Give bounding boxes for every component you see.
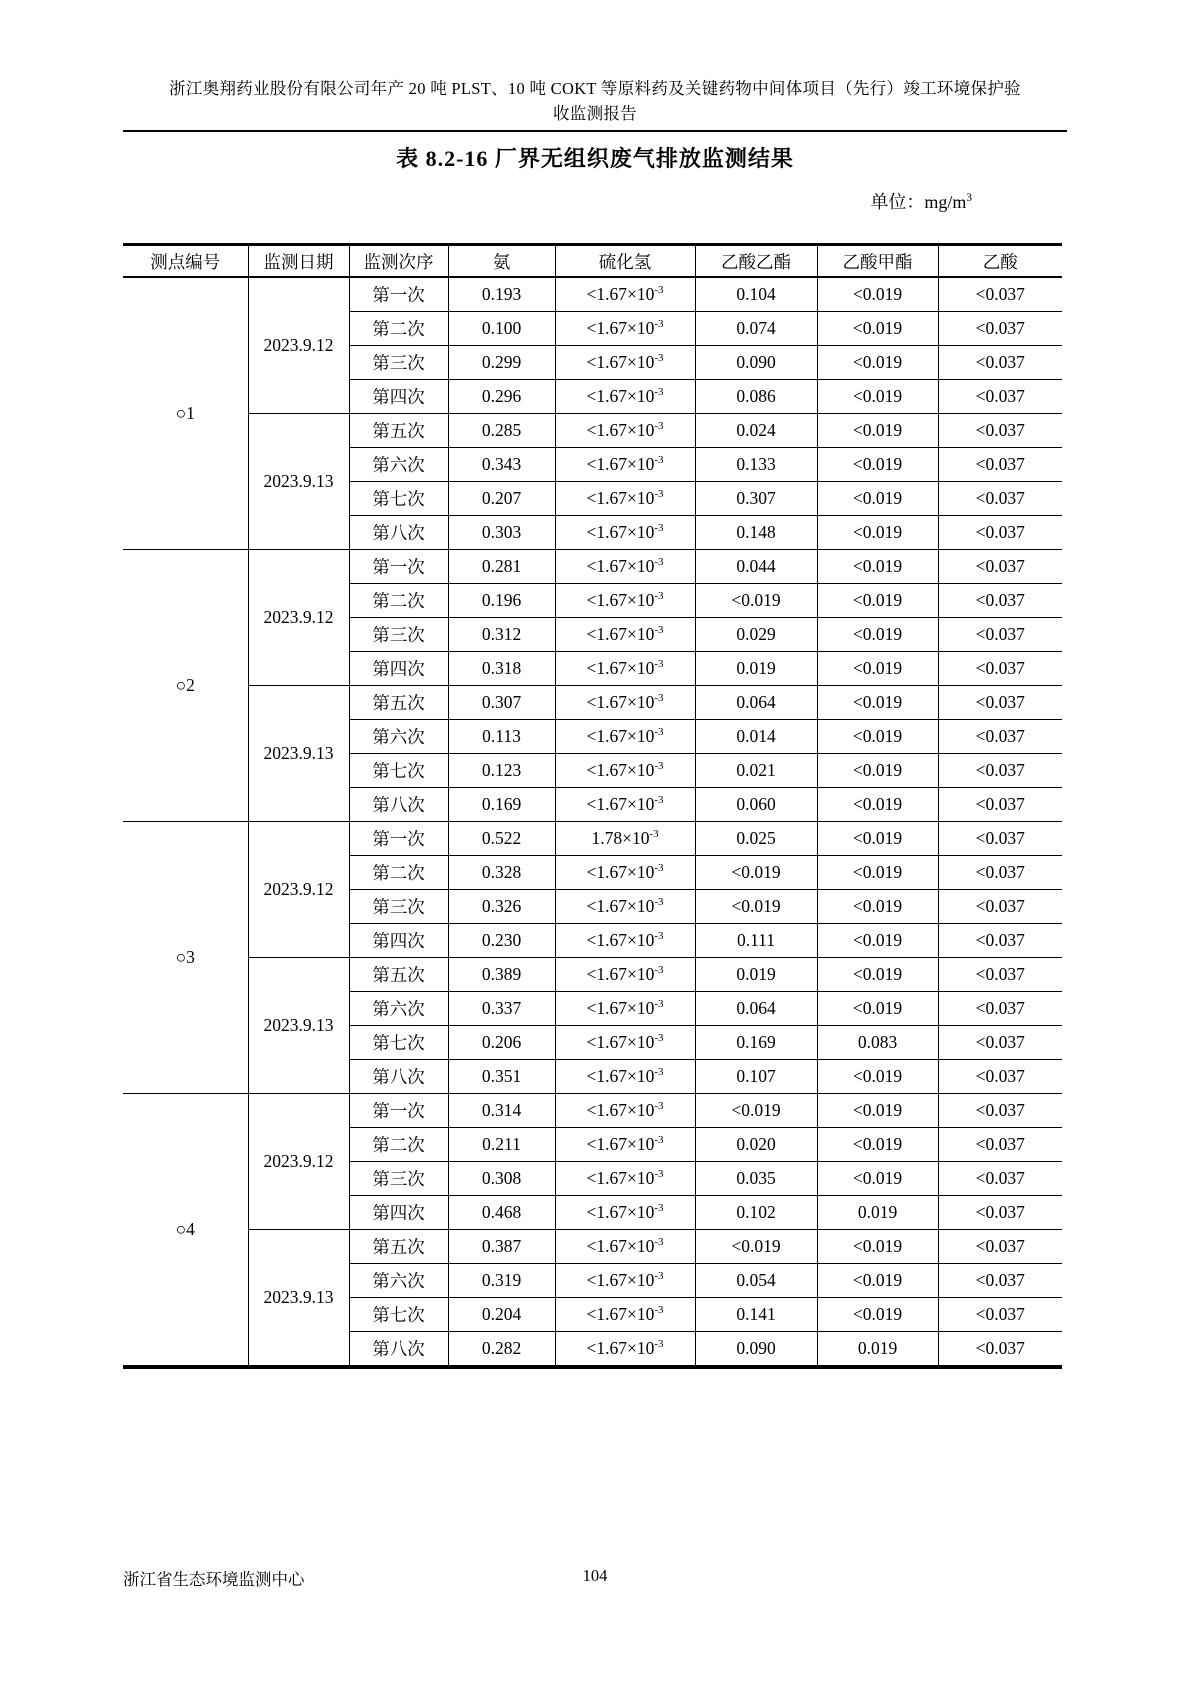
superscript: -3 [654, 590, 664, 603]
table-row [123, 958, 1062, 992]
value-cell: 0.307 [448, 686, 555, 720]
value-cell: <0.019 [817, 1094, 938, 1128]
date-cell: 2023.9.13 [248, 414, 349, 550]
value-cell: 0.312 [448, 618, 555, 652]
date-cell: 2023.9.12 [248, 822, 349, 958]
value-cell: <0.019 [817, 380, 938, 414]
value-cell: 0.064 [695, 992, 817, 1026]
superscript: -3 [654, 930, 664, 943]
value-cell: 0.308 [448, 1162, 555, 1196]
value-cell: <0.019 [817, 822, 938, 856]
superscript: -3 [654, 998, 664, 1011]
column-header: 乙酸乙酯 [695, 245, 817, 278]
value-cell: <0.019 [817, 924, 938, 958]
point-cell: ○4 [123, 1094, 248, 1368]
value-cell: <0.037 [938, 822, 1062, 856]
value-cell: $<1.67\times 10^{-3}$ [555, 448, 695, 482]
table-row [123, 414, 1062, 448]
value-cell: $<1.67\times 10^{-3}$ [555, 1196, 695, 1230]
header-row [123, 245, 1062, 278]
value-cell: <0.037 [938, 1196, 1062, 1230]
value-cell: 0.196 [448, 584, 555, 618]
seq-cell: 第二次 [349, 584, 448, 618]
value-cell: $<1.67\times 10^{-3}$ [555, 788, 695, 822]
date-cell: 2023.9.13 [248, 686, 349, 822]
superscript: -3 [654, 692, 664, 705]
value-cell: <0.037 [938, 277, 1062, 312]
superscript: -3 [654, 896, 664, 909]
value-cell: <0.037 [938, 788, 1062, 822]
value-cell: <0.037 [938, 720, 1062, 754]
value-cell: $<1.67\times 10^{-3}$ [555, 958, 695, 992]
value-cell: 0.102 [695, 1196, 817, 1230]
seq-cell: 第二次 [349, 856, 448, 890]
value-cell: <0.019 [817, 1298, 938, 1332]
value-cell: 0.019 [695, 958, 817, 992]
value-cell: <0.037 [938, 754, 1062, 788]
point-cell: ○1 [123, 277, 248, 550]
value-cell: $<1.67\times 10^{-3}$ [555, 652, 695, 686]
value-cell: 0.133 [695, 448, 817, 482]
value-cell: <0.037 [938, 686, 1062, 720]
value-cell: 0.141 [695, 1298, 817, 1332]
value-cell: <0.019 [817, 312, 938, 346]
superscript: -3 [654, 1338, 664, 1351]
seq-cell: 第五次 [349, 414, 448, 448]
value-cell: <0.019 [817, 686, 938, 720]
value-cell: 0.337 [448, 992, 555, 1026]
value-cell: 0.522 [448, 822, 555, 856]
value-cell: <0.019 [817, 788, 938, 822]
monitor-table [123, 243, 1062, 1369]
value-cell: 0.468 [448, 1196, 555, 1230]
superscript: -3 [654, 488, 664, 501]
value-cell: <0.037 [938, 584, 1062, 618]
table-row [123, 1094, 1062, 1128]
value-cell: <0.019 [817, 720, 938, 754]
report-header-line1: 浙江奥翔药业股份有限公司年产 20 吨 PLST、10 吨 COKT 等原料药及关键药物中间体项目（先行）竣工环境保护验 [169, 79, 1021, 98]
value-cell: 0.282 [448, 1332, 555, 1368]
superscript: -3 [654, 1134, 664, 1147]
value-cell: 0.024 [695, 414, 817, 448]
superscript: -3 [654, 522, 664, 535]
value-cell: <0.037 [938, 380, 1062, 414]
date-cell: 2023.9.12 [248, 277, 349, 414]
value-cell: 0.019 [817, 1196, 938, 1230]
value-cell: <0.037 [938, 856, 1062, 890]
seq-cell: 第七次 [349, 482, 448, 516]
column-header: 乙酸 [938, 245, 1062, 278]
value-cell: 0.387 [448, 1230, 555, 1264]
seq-cell: 第四次 [349, 1196, 448, 1230]
value-cell: <0.019 [817, 277, 938, 312]
value-cell: 0.230 [448, 924, 555, 958]
value-cell: <0.019 [817, 1230, 938, 1264]
superscript: -3 [654, 386, 664, 399]
value-cell: $<1.67\times 10^{-3}$ [555, 890, 695, 924]
value-cell: <0.037 [938, 516, 1062, 550]
value-cell: $<1.67\times 10^{-3}$ [555, 720, 695, 754]
value-cell: <0.037 [938, 1298, 1062, 1332]
column-header: 氨 [448, 245, 555, 278]
value-cell: $<1.67\times 10^{-3}$ [555, 924, 695, 958]
superscript: -3 [654, 1270, 664, 1283]
value-cell: <0.037 [938, 1230, 1062, 1264]
value-cell: $<1.67\times 10^{-3}$ [555, 346, 695, 380]
value-cell: <0.019 [817, 482, 938, 516]
value-cell: <0.019 [695, 890, 817, 924]
value-cell: $<1.67\times 10^{-3}$ [555, 584, 695, 618]
value-cell: <0.019 [817, 1128, 938, 1162]
report-header [123, 76, 1067, 126]
value-cell: 0.090 [695, 346, 817, 380]
seq-cell: 第一次 [349, 550, 448, 584]
value-cell: $<1.67\times 10^{-3}$ [555, 1094, 695, 1128]
value-cell: $1.78\times 10^{-3}$ [555, 822, 695, 856]
superscript: -3 [654, 556, 664, 569]
table-header [123, 245, 1062, 278]
value-cell: 0.318 [448, 652, 555, 686]
superscript: -3 [654, 1236, 664, 1249]
value-cell: $<1.67\times 10^{-3}$ [555, 277, 695, 312]
value-cell: $<1.67\times 10^{-3}$ [555, 414, 695, 448]
column-header: 监测日期 [248, 245, 349, 278]
superscript: -3 [654, 862, 664, 875]
value-cell: 0.074 [695, 312, 817, 346]
column-header: 监测次序 [349, 245, 448, 278]
value-cell: <0.037 [938, 1026, 1062, 1060]
superscript: -3 [654, 1100, 664, 1113]
superscript: -3 [654, 1304, 664, 1317]
value-cell: <0.037 [938, 346, 1062, 380]
value-cell: 0.328 [448, 856, 555, 890]
seq-cell: 第二次 [349, 312, 448, 346]
value-cell: 0.064 [695, 686, 817, 720]
table-body [123, 277, 1062, 1367]
superscript: -3 [654, 1168, 664, 1181]
value-cell: <0.037 [938, 1162, 1062, 1196]
value-cell: 0.193 [448, 277, 555, 312]
value-cell: <0.037 [938, 652, 1062, 686]
value-cell: $<1.67\times 10^{-3}$ [555, 1332, 695, 1368]
value-cell: <0.037 [938, 924, 1062, 958]
table-row [123, 277, 1062, 312]
value-cell: $<1.67\times 10^{-3}$ [555, 312, 695, 346]
seq-cell: 第一次 [349, 277, 448, 312]
value-cell: 0.019 [695, 652, 817, 686]
value-cell: 0.314 [448, 1094, 555, 1128]
value-cell: <0.019 [695, 584, 817, 618]
value-cell: $<1.67\times 10^{-3}$ [555, 550, 695, 584]
value-cell: <0.019 [817, 516, 938, 550]
seq-cell: 第八次 [349, 788, 448, 822]
value-cell: $<1.67\times 10^{-3}$ [555, 380, 695, 414]
superscript: -3 [649, 828, 659, 841]
table-title: 表 8.2-16 厂界无组织废气排放监测结果 [396, 146, 794, 171]
value-cell: $<1.67\times 10^{-3}$ [555, 686, 695, 720]
value-cell: 0.111 [695, 924, 817, 958]
superscript: -3 [654, 726, 664, 739]
value-cell: $<1.67\times 10^{-3}$ [555, 1298, 695, 1332]
value-cell: 0.123 [448, 754, 555, 788]
seq-cell: 第三次 [349, 1162, 448, 1196]
seq-cell: 第六次 [349, 448, 448, 482]
seq-cell: 第七次 [349, 754, 448, 788]
value-cell: <0.019 [817, 652, 938, 686]
value-cell: <0.037 [938, 312, 1062, 346]
superscript: -3 [654, 760, 664, 773]
value-cell: 0.169 [695, 1026, 817, 1060]
value-cell: 0.014 [695, 720, 817, 754]
value-cell: 0.100 [448, 312, 555, 346]
value-cell: <0.019 [817, 448, 938, 482]
value-cell: $<1.67\times 10^{-3}$ [555, 1230, 695, 1264]
column-header: 测点编号 [123, 245, 248, 278]
page-number: 104 [582, 1566, 608, 1585]
value-cell: <0.019 [817, 346, 938, 380]
superscript: -3 [654, 964, 664, 977]
value-cell: $<1.67\times 10^{-3}$ [555, 516, 695, 550]
point-cell: ○3 [123, 822, 248, 1094]
value-cell: <0.037 [938, 1060, 1062, 1094]
seq-cell: 第六次 [349, 720, 448, 754]
superscript: -3 [654, 658, 664, 671]
value-cell: 0.299 [448, 346, 555, 380]
seq-cell: 第七次 [349, 1298, 448, 1332]
value-cell: <0.019 [817, 856, 938, 890]
superscript: -3 [654, 1032, 664, 1045]
value-cell: <0.037 [938, 890, 1062, 924]
superscript: -3 [654, 454, 664, 467]
date-cell: 2023.9.12 [248, 1094, 349, 1230]
value-cell: 0.307 [695, 482, 817, 516]
value-cell: 0.319 [448, 1264, 555, 1298]
superscript: -3 [654, 1202, 664, 1215]
date-cell: 2023.9.13 [248, 958, 349, 1094]
value-cell: $<1.67\times 10^{-3}$ [555, 1128, 695, 1162]
table-row [123, 1230, 1062, 1264]
seq-cell: 第一次 [349, 1094, 448, 1128]
seq-cell: 第七次 [349, 1026, 448, 1060]
value-cell: 0.021 [695, 754, 817, 788]
value-cell: <0.019 [817, 890, 938, 924]
superscript: 3 [966, 192, 972, 204]
value-cell: 0.211 [448, 1128, 555, 1162]
header-rule [123, 130, 1067, 132]
seq-cell: 第二次 [349, 1128, 448, 1162]
seq-cell: 第八次 [349, 1332, 448, 1368]
value-cell: 0.113 [448, 720, 555, 754]
value-cell: 0.204 [448, 1298, 555, 1332]
value-cell: <0.019 [817, 1264, 938, 1298]
value-cell: <0.019 [817, 618, 938, 652]
date-cell: 2023.9.12 [248, 550, 349, 686]
value-cell: 0.104 [695, 277, 817, 312]
seq-cell: 第五次 [349, 1230, 448, 1264]
value-cell: 0.035 [695, 1162, 817, 1196]
table-row [123, 822, 1062, 856]
value-cell: 0.389 [448, 958, 555, 992]
value-cell: <0.019 [817, 550, 938, 584]
value-cell: $<1.67\times 10^{-3}$ [555, 856, 695, 890]
superscript: -3 [654, 284, 664, 297]
value-cell: <0.019 [817, 414, 938, 448]
value-cell: 0.086 [695, 380, 817, 414]
value-cell: <0.037 [938, 618, 1062, 652]
value-cell: <0.037 [938, 414, 1062, 448]
superscript: -3 [654, 318, 664, 331]
superscript: -3 [654, 420, 664, 433]
value-cell: <0.037 [938, 1332, 1062, 1368]
point-cell: ○2 [123, 550, 248, 822]
seq-cell: 第五次 [349, 958, 448, 992]
value-cell: 0.020 [695, 1128, 817, 1162]
value-cell: 0.083 [817, 1026, 938, 1060]
value-cell: $<1.67\times 10^{-3}$ [555, 1060, 695, 1094]
value-cell: <0.019 [695, 856, 817, 890]
value-cell: <0.037 [938, 482, 1062, 516]
value-cell: <0.019 [695, 1094, 817, 1128]
value-cell: 0.285 [448, 414, 555, 448]
seq-cell: 第六次 [349, 992, 448, 1026]
value-cell: <0.037 [938, 992, 1062, 1026]
footer-org: 浙江省生态环境监测中心 [123, 1570, 305, 1589]
value-cell: $<1.67\times 10^{-3}$ [555, 1264, 695, 1298]
value-cell: <0.037 [938, 958, 1062, 992]
seq-cell: 第三次 [349, 890, 448, 924]
value-cell: 0.054 [695, 1264, 817, 1298]
value-cell: <0.037 [938, 1094, 1062, 1128]
value-cell: 0.326 [448, 890, 555, 924]
report-header-line2: 收监测报告 [553, 104, 637, 123]
value-cell: $<1.67\times 10^{-3}$ [555, 482, 695, 516]
seq-cell: 第四次 [349, 924, 448, 958]
value-cell: <0.019 [817, 754, 938, 788]
value-cell: 0.296 [448, 380, 555, 414]
seq-cell: 第八次 [349, 516, 448, 550]
unit-label: 单位：$mg/m^3$ [870, 192, 972, 212]
superscript: -3 [654, 624, 664, 637]
value-cell: $<1.67\times 10^{-3}$ [555, 754, 695, 788]
value-cell: <0.019 [817, 584, 938, 618]
value-cell: $<1.67\times 10^{-3}$ [555, 1162, 695, 1196]
value-cell: <0.037 [938, 550, 1062, 584]
value-cell: <0.037 [938, 1128, 1062, 1162]
value-cell: <0.019 [817, 958, 938, 992]
value-cell: 0.025 [695, 822, 817, 856]
value-cell: 0.044 [695, 550, 817, 584]
seq-cell: 第四次 [349, 380, 448, 414]
value-cell: <0.019 [817, 1162, 938, 1196]
value-cell: 0.019 [817, 1332, 938, 1368]
superscript: -3 [654, 794, 664, 807]
value-cell: <0.037 [938, 448, 1062, 482]
value-cell: 0.351 [448, 1060, 555, 1094]
value-cell: 0.090 [695, 1332, 817, 1368]
value-cell: 0.060 [695, 788, 817, 822]
column-header: 乙酸甲酯 [817, 245, 938, 278]
seq-cell: 第八次 [349, 1060, 448, 1094]
seq-cell: 第一次 [349, 822, 448, 856]
seq-cell: 第四次 [349, 652, 448, 686]
superscript: -3 [654, 1066, 664, 1079]
superscript: -3 [654, 352, 664, 365]
value-cell: <0.019 [817, 1060, 938, 1094]
value-cell: 0.343 [448, 448, 555, 482]
seq-cell: 第三次 [349, 346, 448, 380]
value-cell: 0.207 [448, 482, 555, 516]
value-cell: 0.107 [695, 1060, 817, 1094]
date-cell: 2023.9.13 [248, 1230, 349, 1368]
table-row [123, 686, 1062, 720]
seq-cell: 第五次 [349, 686, 448, 720]
seq-cell: 第三次 [349, 618, 448, 652]
value-cell: <0.037 [938, 1264, 1062, 1298]
seq-cell: 第六次 [349, 1264, 448, 1298]
value-cell: $<1.67\times 10^{-3}$ [555, 992, 695, 1026]
value-cell: $<1.67\times 10^{-3}$ [555, 618, 695, 652]
value-cell: 0.169 [448, 788, 555, 822]
value-cell: 0.303 [448, 516, 555, 550]
value-cell: 0.029 [695, 618, 817, 652]
value-cell: <0.019 [695, 1230, 817, 1264]
table-row [123, 550, 1062, 584]
value-cell: <0.019 [817, 992, 938, 1026]
value-cell: 0.148 [695, 516, 817, 550]
value-cell: $<1.67\times 10^{-3}$ [555, 1026, 695, 1060]
column-header: 硫化氢 [555, 245, 695, 278]
value-cell: 0.206 [448, 1026, 555, 1060]
value-cell: 0.281 [448, 550, 555, 584]
